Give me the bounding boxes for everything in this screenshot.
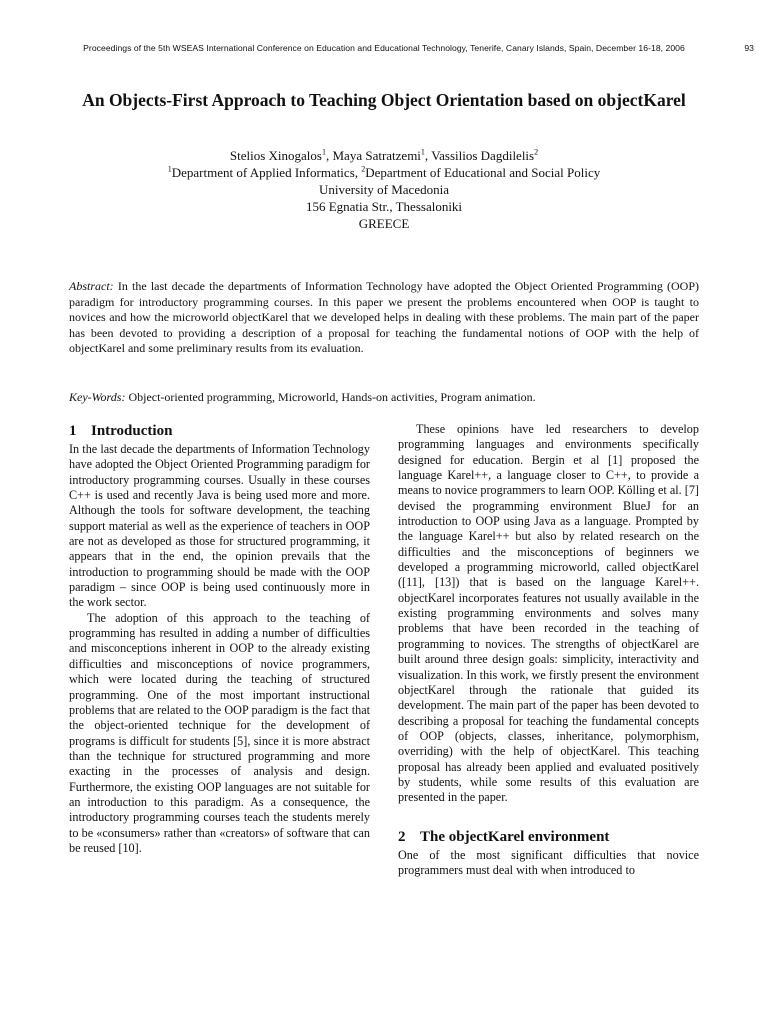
author-sup: 1 <box>420 147 425 157</box>
paragraph: In the last decade the departments of Information Technology have adopted the Object Oriented Programming paradigm for introductory programming courses. Usually in these courses C++ is used and recently Java is being used more and more. Although the tools for software development, the teaching support material as well as the experience of teachers in OOP are not as developed as those for structured programming, it appears that in the end, the opinion prevails that the introduction to programming should be made with the OOP paradigm – since OOP is being used continuously more in the work sector. <box>69 442 370 610</box>
affiliation-1: Department of Applied Informatics, <box>171 165 362 180</box>
section-number: 2 <box>398 828 406 845</box>
abstract-label: Abstract: <box>69 279 114 293</box>
section-gap <box>398 806 699 828</box>
keywords-text: Object-oriented programming, Microworld, Hands-on activities, Program animation. <box>128 390 536 404</box>
affiliation-sup: 1 <box>167 164 172 174</box>
paragraph: These opinions have led researchers to develop programming languages and environments specifically designed for education. Bergin et al [1] proposed the language Karel++, a language closer to C++, to provide a means to novice programmers to learn OOP. Kölling et al. [7] devised the programming environment BlueJ for an introduction to OOP using Java as a language. Prompted by the language Karel++ but also by related research on the difficulties and the misconceptions of beginners we developed a programming microworld, called objectKarel ([11], [13]) that is based on the language Karel++. objectKarel incorporates features not usually available in the existing programming environments and solves many problems that have been recorded in the teaching of programming to novices. The strengths of objectKarel are built around three design goals: simplicity, interactivity and visualization. In this work, we firstly present the environment objectKarel through the rationale that guided its development. The main part of the paper has been devoted to describing a proposal for teaching the fundamental concepts of OOP (objects, classes, inheritance, polymorphism, overriding) with the help of objectKarel. This teaching proposal has already been applied and evaluated positively by students, while some results of this evaluation are presented in the paper. <box>398 422 699 805</box>
paper-title: An Objects-First Approach to Teaching Object Orientation based on objectKarel <box>82 90 686 110</box>
author-names: Stelios Xinogalos$^1$, Maya Satratzemi$^1$, Vassilios Dagdilelis$^2$ <box>229 147 539 163</box>
university: University of Macedonia <box>319 182 449 197</box>
affiliation-2: Department of Educational and Social Policy <box>365 165 601 180</box>
paragraph: The adoption of this approach to the teaching of programming has resulted in adding a number of difficulties and misconceptions inherent in OOP to the already existing difficulties and misconceptions of novice programmers, which were located during the teaching of structured programming. One of the most important instructional problems that are related to the OOP paradigm is the fact that the object-oriented technique for the development of programs is difficult for students [5], since it is more abstract than the technique for structured programming and more exacting in the processes of analysis and design. Furthermore, the existing OOP languages are not suitable for an introduction to this paradigm. As a consequence, the introductory programming courses teach the students merely to be «consumers» rather than «creators» of software that can be reused [10]. <box>69 610 370 855</box>
author-name: Vassilios Dagdilelis <box>431 148 535 163</box>
affiliation-sup: 2 <box>361 164 366 174</box>
paragraph: One of the most significant difficulties that novice programmers must deal with when introduced to <box>398 847 699 877</box>
left-column <box>69 422 370 856</box>
right-column <box>398 422 699 878</box>
author-name: Maya Satratzemi <box>332 148 421 163</box>
section-title: The objectKarel environment <box>420 828 610 845</box>
abstract-text: In the last decade the departments of Information Technology have adopted the Object Oriented Programming (OOP) paradigm for introductory programming courses. In this paper we present the problems encountered when OOP is taught to novices and how the microworld objectKarel that we developed helps in dealing with these problems. The main part of the paper has been devoted to providing a description of a proposal for teaching the fundamental notions of OOP with the help of objectKarel and some preliminary results from its evaluation. <box>69 279 700 355</box>
author-sup: 2 <box>534 147 539 157</box>
page-number: 93 <box>744 43 754 53</box>
section-heading <box>398 828 699 846</box>
keywords <box>69 390 699 406</box>
abstract <box>69 279 699 357</box>
author-name: Stelios Xinogalos <box>229 148 322 163</box>
author-block <box>60 147 708 232</box>
section-heading <box>69 422 370 440</box>
affiliations <box>60 164 708 181</box>
country: GREECE <box>358 216 410 231</box>
address: 156 Egnatia Str., Thessaloniki <box>305 199 463 214</box>
running-header <box>0 43 768 53</box>
section-title: Introduction <box>91 423 173 439</box>
section-number: 1 <box>69 423 77 439</box>
running-head-text: Proceedings of the 5th WSEAS International Conference on Education and Educational Technology, Tenerife, Canary Islands, Spain, December 16-18, 2006 <box>83 43 685 53</box>
keywords-label: Key-Words: <box>69 390 126 404</box>
author-sup: 1 <box>321 147 326 157</box>
